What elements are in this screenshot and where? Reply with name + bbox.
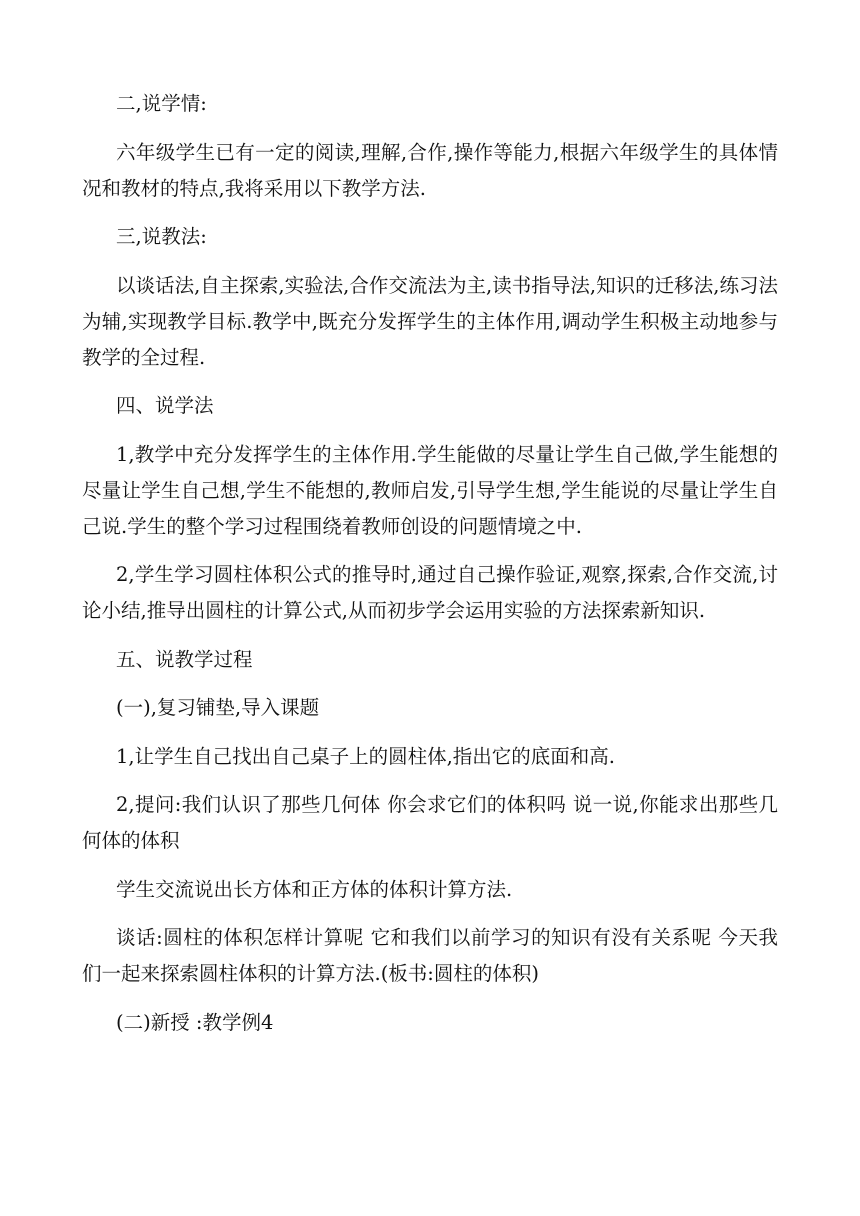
section-heading-xueqing: 二,说学情: — [116, 92, 207, 115]
subsection-heading-review: (一),复习铺垫,导入课题 — [116, 696, 320, 719]
paragraph-student-situation: 六年级学生已有一定的阅读,理解,合作,操作等能力,根据六年级学生的具体情况和教材的特点,我将采用以下教学方法. — [82, 140, 778, 200]
paragraph-step-1: 1,让学生自己找出自己桌子上的圆柱体,指出它的底面和高. — [116, 744, 616, 768]
document-body — [82, 86, 778, 1053]
section-heading-jiaofa: 三,说教法: — [116, 225, 207, 248]
paragraph-step-2: 2,提问:我们认识了那些几何体 你会求它们的体积吗 说一说,你能求出那些几何体的体积 — [82, 793, 778, 852]
paragraph-learning-method-1: 1,教学中充分发挥学生的主体作用.学生能做的尽量让学生自己做,学生能想的尽量让学生自己想,学生不能想的,教师启发,引导学生想,学生能说的尽量让学生自己说.学生的整个学习过程围绕着教师创设的问题情境之中. — [82, 442, 778, 538]
section-heading-process: 五、说教学过程 — [116, 647, 253, 671]
paragraph-teaching-methods: 以谈话法,自主探索,实验法,合作交流法为主,读书指导法,知识的迁移法,练习法为辅,实现教学目标.教学中,既充分发挥学生的主体作用,调动学生积极主动地参与教学的全过程. — [82, 273, 778, 369]
paragraph-learning-method-2: 2,学生学习圆柱体积公式的推导时,通过自己操作验证,观察,探索,合作交流,讨论小结,推导出圆柱的计算公式,从而初步学会运用实验的方法探索新知识. — [82, 563, 778, 622]
paragraph-student-exchange: 学生交流说出长方体和正方体的体积计算方法. — [116, 877, 513, 901]
paragraph-talk: 谈话:圆柱的体积怎样计算呢 它和我们以前学习的知识有没有关系呢 今天我们一起来探索圆柱体积的计算方法.(板书:圆柱的体积) — [82, 926, 778, 985]
subsection-heading-new-lesson: (二)新授 :教学例4 — [116, 1010, 274, 1034]
section-heading-xuefa: 四、说学法 — [116, 394, 214, 417]
